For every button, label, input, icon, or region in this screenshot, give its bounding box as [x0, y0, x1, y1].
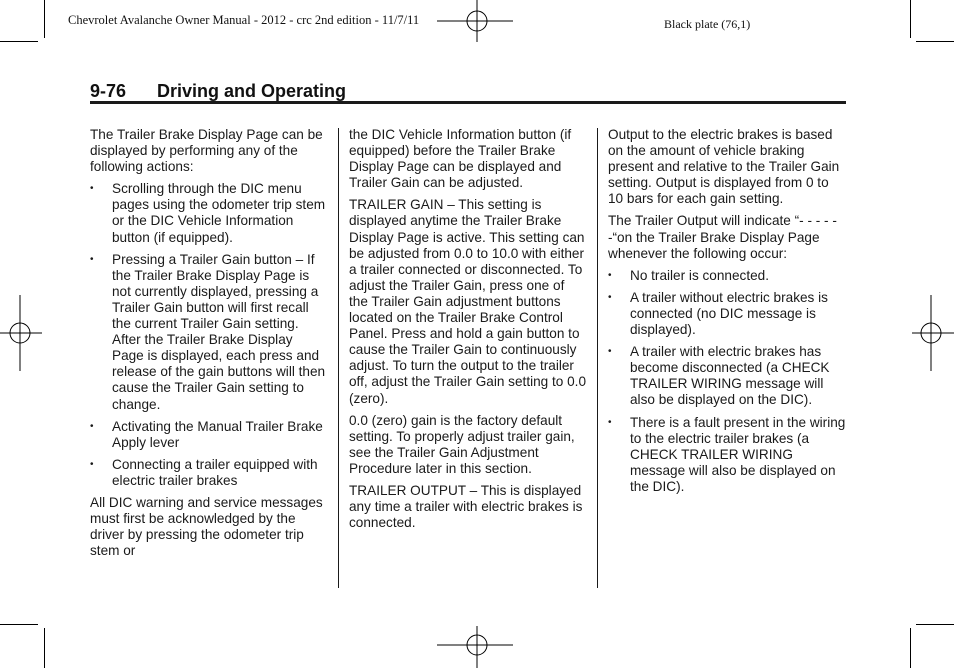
- registration-mark-bottom: [437, 624, 517, 668]
- list-item-text: No trailer is connected.: [630, 267, 770, 283]
- page-heading: [90, 81, 846, 103]
- list-item-text: There is a fault present in the wiring to the electric trailer brakes (a CHECK TRAILER WIRING message will also be displayed on the DIC).: [630, 414, 846, 494]
- list-item: [608, 344, 846, 408]
- list-item-text: A trailer without electric brakes is connected (no DIC message is displayed).: [630, 289, 828, 338]
- bullet-list: [90, 181, 328, 489]
- list-item: [608, 415, 846, 495]
- print-header-title: Chevrolet Avalanche Owner Manual - 2012 - crc 2nd edition - 11/7/11: [68, 13, 420, 27]
- list-item: [90, 419, 328, 451]
- paragraph: TRAILER OUTPUT – This is displayed any time a trailer with electric brakes is connected.: [349, 482, 583, 531]
- page-number: 9-76: [90, 81, 127, 101]
- paragraph: All DIC warning and service messages must first be acknowledged by the driver by pressing the odometer trip stem or: [90, 494, 323, 559]
- text-column-3: [608, 127, 846, 501]
- paragraph: 0.0 (zero) gain is the factory default setting. To properly adjust trailer gain, see the Trailer Gain Adjustment Procedure later in this section.: [349, 412, 575, 476]
- list-item-text: Connecting a trailer equipped with electric trailer brakes: [112, 456, 318, 488]
- list-item-text: Activating the Manual Trailer Brake Apply lever: [112, 418, 323, 450]
- crop-mark: [0, 41, 38, 42]
- list-item: [90, 457, 328, 489]
- bullet-icon: •: [608, 291, 612, 303]
- paragraph: TRAILER GAIN – This setting is displayed anytime the Trailer Brake Display Page is active. This setting can be adjusted from 0.0 to 10.0 with either a trailer connected or disconnected. To adjust the Trailer Gain, press one of the Trailer Gain adjustment buttons located on the Trailer Brake Control Panel. Press and hold a gain button to cause the Trailer Gain to continuously adjust. To turn the output to the trailer off, adjust the Trailer Gain setting to 0.0 (zero).: [349, 197, 587, 406]
- column-divider: [597, 128, 598, 588]
- bullet-icon: •: [90, 253, 94, 265]
- crop-mark: [910, 0, 911, 38]
- list-item: [90, 252, 328, 413]
- bullet-icon: •: [90, 183, 94, 195]
- text-column-1: [90, 127, 328, 565]
- list-item: [608, 268, 846, 284]
- bullet-icon: •: [90, 458, 94, 470]
- bullet-list: [608, 268, 846, 495]
- column-divider: [338, 128, 339, 588]
- text-column-2: [349, 127, 587, 537]
- registration-mark-left: [0, 293, 44, 373]
- registration-mark-top: [437, 0, 517, 44]
- crop-mark: [916, 41, 954, 42]
- paragraph: The Trailer Output will indicate “- - - - - -“on the Trailer Brake Display Page whenever the following occur:: [608, 213, 837, 261]
- bullet-icon: •: [608, 416, 612, 428]
- crop-mark: [910, 628, 911, 668]
- registration-mark-right: [910, 293, 954, 373]
- print-header-plate: Black plate (76,1): [664, 17, 751, 31]
- crop-mark: [44, 628, 45, 668]
- crop-mark: [44, 0, 45, 38]
- crop-mark: [0, 624, 38, 625]
- list-item-text: A trailer with electric brakes has become disconnected (a CHECK TRAILER WIRING message will also be displayed on the DIC).: [630, 344, 830, 408]
- paragraph: Output to the electric brakes is based on the amount of vehicle braking present and relative to the Trailer Gain setting. Output is displayed from 0 to 10 bars for each gain setting.: [608, 127, 840, 207]
- section-title: Driving and Operating: [157, 81, 347, 101]
- list-item-text: Scrolling through the DIC menu pages using the odometer trip stem or the DIC Vehicle Information button (if equipped).: [112, 181, 326, 245]
- bullet-icon: •: [608, 269, 612, 281]
- bullet-icon: •: [608, 346, 612, 358]
- heading-rule: [90, 101, 846, 104]
- paragraph: the DIC Vehicle Information button (if equipped) before the Trailer Brake Display Page can be displayed and Trailer Gain can be adjusted.: [349, 127, 572, 191]
- paragraph: The Trailer Brake Display Page can be displayed by performing any of the following actions:: [90, 127, 323, 175]
- list-item: [90, 181, 328, 245]
- list-item: [608, 290, 846, 338]
- crop-mark: [916, 624, 954, 625]
- bullet-icon: •: [90, 420, 94, 432]
- list-item-text: Pressing a Trailer Gain button – If the Trailer Brake Display Page is not currently displayed, pressing a Trailer Gain button will first recall the current Trailer Gain setting. After the Trailer Brake Display Page is displayed, each press and release of the gain buttons will then cause the Trailer Gain setting to change.: [112, 251, 326, 412]
